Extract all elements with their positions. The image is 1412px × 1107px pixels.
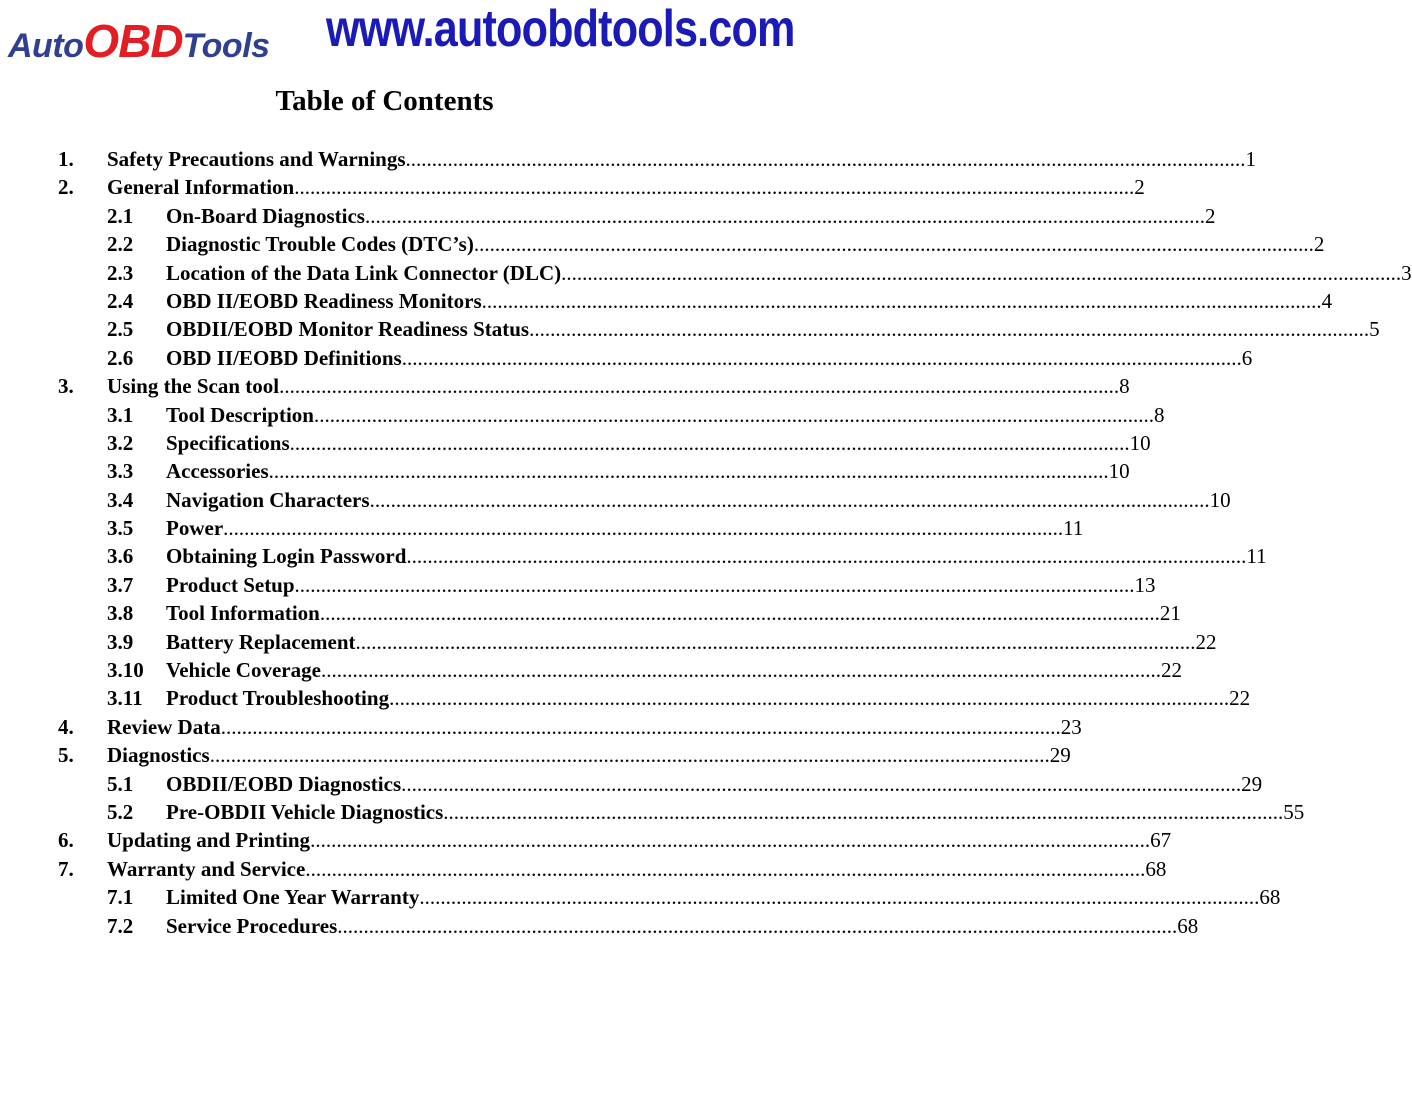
toc-entry-label[interactable]: Battery Replacement	[166, 629, 356, 654]
toc-entry-page-number[interactable]: 11	[1063, 516, 1084, 541]
toc-dot-leader: ................................................................................................................................................................	[405, 147, 1246, 171]
toc-entry-page-number[interactable]: 2	[1134, 175, 1145, 200]
toc-dot-leader: ................................................................................................................................................................	[337, 913, 1178, 938]
toc-entry-page-number[interactable]: 13	[1134, 572, 1156, 597]
toc-entry[interactable]	[0, 684, 1251, 712]
toc-dot-leader: ................................................................................................................................................................	[268, 459, 1109, 484]
toc-entry-number: 6.	[58, 828, 74, 853]
toc-entry-page-number[interactable]: 68	[1145, 856, 1167, 881]
toc-entry-label[interactable]: Review Data	[107, 714, 221, 739]
toc-entry-label[interactable]: Updating and Printing	[107, 828, 311, 853]
toc-entry-number: 3.6	[107, 544, 134, 569]
toc-entry[interactable]	[0, 287, 1333, 315]
toc-entry-number: 3.5	[107, 516, 134, 541]
toc-entry[interactable]	[0, 372, 1130, 400]
toc-entry-label[interactable]: Tool Information	[166, 601, 320, 626]
page-title: Table of Contents	[275, 85, 494, 117]
toc-dot-leader: ................................................................................................................................................................	[313, 402, 1154, 427]
toc-entry[interactable]	[0, 656, 1182, 684]
toc-entry[interactable]	[0, 826, 1172, 854]
toc-entry-line	[166, 315, 1380, 343]
toc-entry-label[interactable]: OBDII/EOBD Diagnostics	[166, 771, 402, 796]
toc-entry[interactable]	[0, 315, 1380, 343]
toc-entry-line	[107, 372, 1130, 400]
toc-entry-page-number[interactable]: 23	[1060, 714, 1082, 739]
toc-entry[interactable]	[0, 883, 1281, 911]
toc-entry-number: 3.2	[107, 430, 134, 455]
toc-entry-line	[166, 230, 1325, 258]
toc-entry-label[interactable]: Navigation Characters	[166, 487, 370, 512]
toc-entry-label[interactable]: Diagnostic Trouble Codes (DTC’s)	[166, 232, 474, 257]
toc-entry-line	[166, 259, 1412, 287]
toc-entry[interactable]	[0, 230, 1325, 258]
toc-entry-line	[166, 684, 1251, 712]
logo-text-auto: Auto	[8, 27, 84, 65]
toc-entry-line	[166, 798, 1305, 826]
toc-entry-page-number[interactable]: 22	[1229, 686, 1251, 711]
toc-dot-leader: ................................................................................................................................................................	[389, 686, 1230, 711]
toc-entry-line	[166, 542, 1267, 570]
toc-entry-page-number[interactable]: 2	[1313, 232, 1325, 257]
toc-dot-leader: ................................................................................................................................................................	[401, 345, 1242, 370]
toc-entry-line	[107, 826, 1172, 854]
toc-entry[interactable]	[0, 145, 1257, 173]
toc-dot-leader: ................................................................................................................................................................	[406, 544, 1247, 569]
toc-entry-page-number[interactable]: 8	[1153, 402, 1165, 427]
toc-dot-leader: ................................................................................................................................................................	[209, 743, 1050, 768]
page-header	[0, 0, 795, 90]
toc-entry-label[interactable]: Safety Precautions and Warnings	[107, 147, 406, 171]
toc-entry[interactable]	[0, 173, 1145, 201]
toc-entry-page-number[interactable]: 22	[1160, 658, 1182, 683]
toc-dot-leader: ................................................................................................................................................................	[473, 232, 1314, 257]
toc-entry-page-number[interactable]: 8	[1119, 374, 1130, 399]
toc-entry-number: 2.4	[107, 288, 134, 313]
toc-entry-line	[166, 202, 1216, 230]
toc-entry-page-number[interactable]: 29	[1241, 771, 1263, 796]
toc-dot-leader: ................................................................................................................................................................	[310, 828, 1151, 853]
toc-entry-page-number[interactable]: 2	[1204, 203, 1216, 228]
toc-entry-number: 7.1	[107, 885, 134, 910]
toc-entry-number: 3.7	[107, 572, 134, 597]
toc-entry-line	[166, 571, 1156, 599]
toc-entry[interactable]	[0, 628, 1217, 656]
toc-entry-line	[166, 883, 1281, 911]
toc-entry-label[interactable]: General Information	[107, 175, 295, 200]
toc-dot-leader: ................................................................................................................................................................	[369, 487, 1210, 512]
toc-entry-page-number[interactable]: 10	[1209, 487, 1231, 512]
toc-entry-number: 5.	[58, 743, 74, 768]
toc-entry-line	[107, 855, 1167, 883]
toc-entry-line	[166, 912, 1199, 940]
toc-entry-page-number[interactable]: 10	[1129, 430, 1151, 455]
toc-dot-leader: ................................................................................................................................................................	[355, 629, 1196, 654]
toc-entry[interactable]	[0, 429, 1151, 457]
toc-entry[interactable]	[0, 798, 1305, 826]
toc-dot-leader: ................................................................................................................................................................	[223, 516, 1064, 541]
toc-entry[interactable]	[0, 770, 1263, 798]
logo-text-tools: Tools	[182, 27, 270, 65]
toc-entry-label[interactable]: On-Board Diagnostics	[166, 203, 365, 228]
toc-entry-page-number[interactable]: 10	[1108, 459, 1130, 484]
toc-entry-page-number[interactable]: 55	[1283, 799, 1305, 824]
logo-text-obd: OBD	[83, 15, 183, 67]
toc-entry-number: 2.3	[107, 260, 134, 285]
toc-entry-number: 3.9	[107, 629, 134, 654]
toc-entry-label[interactable]: Limited One Year Warranty	[166, 885, 420, 910]
toc-entry[interactable]	[0, 259, 1412, 287]
toc-entry-label[interactable]: Power	[166, 516, 224, 541]
toc-dot-leader: ................................................................................................................................................................	[279, 374, 1120, 399]
toc-dot-leader: ................................................................................................................................................................	[364, 203, 1205, 228]
toc-dot-leader: ................................................................................................................................................................	[220, 714, 1061, 739]
toc-entry-number: 5.2	[107, 799, 134, 824]
toc-dot-leader: ................................................................................................................................................................	[294, 572, 1135, 597]
toc-entry-page-number[interactable]: 4	[1321, 288, 1333, 313]
toc-entry-label[interactable]: Location of the Data Link Connector (DLC)	[166, 260, 562, 285]
toc-entry-label[interactable]: Vehicle Coverage	[166, 658, 321, 683]
toc-dot-leader: ................................................................................................................................................................	[401, 771, 1242, 796]
toc-entry-line	[166, 287, 1333, 315]
toc-entry-label[interactable]: Product Setup	[166, 572, 295, 597]
toc-entry-number: 1.	[58, 147, 74, 171]
website-url: www.autoobdtools.com	[326, 0, 795, 58]
toc-entry[interactable]	[0, 571, 1156, 599]
toc-entry-line	[166, 770, 1263, 798]
toc-entry-number: 2.	[58, 175, 74, 200]
toc-entry-label[interactable]: Warranty and Service	[107, 856, 306, 881]
toc-entry-line	[107, 173, 1145, 201]
toc-entry-line	[166, 401, 1165, 429]
toc-entry-label[interactable]: Pre-OBDII Vehicle Diagnostics	[166, 799, 444, 824]
toc-entry-page-number[interactable]: 29	[1049, 743, 1071, 768]
toc-entry-line	[166, 457, 1130, 485]
toc-entry[interactable]	[0, 514, 1084, 542]
toc-dot-leader: ................................................................................................................................................................	[320, 658, 1161, 683]
toc-entry-label[interactable]: OBDII/EOBD Monitor Readiness Status	[166, 317, 530, 342]
toc-entry[interactable]	[0, 486, 1231, 514]
toc-dot-leader: ................................................................................................................................................................	[294, 175, 1135, 200]
toc-dot-leader: ................................................................................................................................................................	[443, 799, 1284, 824]
toc-entry-line	[166, 429, 1151, 457]
toc-entry-label[interactable]: Service Procedures	[166, 913, 338, 938]
toc-entry-number: 7.2	[107, 913, 134, 938]
toc-entry[interactable]	[0, 401, 1165, 429]
toc-entry[interactable]	[0, 912, 1199, 940]
toc-entry-page-number[interactable]: 68	[1259, 885, 1281, 910]
toc-entry-label[interactable]: Accessories	[166, 459, 269, 484]
autoobdtools-logo	[8, 15, 270, 67]
toc-entry-label[interactable]: OBD II/EOBD Definitions	[166, 345, 402, 370]
toc-entry[interactable]	[0, 599, 1181, 627]
toc-entry-label[interactable]: Obtaining Login Password	[166, 544, 407, 569]
toc-entry-line	[166, 628, 1217, 656]
toc-dot-leader: ................................................................................................................................................................	[529, 317, 1370, 342]
toc-entry-line	[166, 514, 1084, 542]
toc-entry-number: 5.1	[107, 771, 134, 796]
toc-entry-number: 3.10	[107, 658, 144, 683]
toc-entry-number: 7.	[58, 856, 74, 881]
toc-entry-line	[166, 486, 1231, 514]
toc-entry-number: 2.2	[107, 232, 134, 257]
toc-entry-page-number[interactable]: 21	[1159, 601, 1181, 626]
toc-dot-leader: ................................................................................................................................................................	[289, 430, 1130, 455]
toc-entry-line	[166, 344, 1253, 372]
toc-entry[interactable]	[0, 855, 1167, 883]
toc-entry-label[interactable]: Specifications	[166, 430, 290, 455]
toc-entry-line	[107, 741, 1071, 769]
toc-entry-page-number[interactable]: 67	[1150, 828, 1172, 853]
table-of-contents	[0, 145, 1412, 940]
toc-entry-number: 3.	[58, 374, 74, 399]
toc-entry-number: 2.6	[107, 345, 134, 370]
toc-dot-leader: ................................................................................................................................................................	[561, 260, 1402, 285]
toc-entry-line	[166, 656, 1182, 684]
toc-entry-line	[166, 599, 1181, 627]
toc-entry[interactable]	[0, 457, 1130, 485]
toc-entry-number: 3.4	[107, 487, 134, 512]
toc-entry-number: 3.8	[107, 601, 134, 626]
toc-entry-number: 4.	[58, 714, 74, 739]
toc-entry-page-number[interactable]: 6	[1241, 345, 1253, 370]
toc-entry-label[interactable]: Diagnostics	[107, 743, 210, 768]
toc-entry-number: 2.1	[107, 203, 134, 228]
toc-entry[interactable]	[0, 202, 1216, 230]
toc-entry-label[interactable]: Product Troubleshooting	[166, 686, 390, 711]
toc-entry-label[interactable]: OBD II/EOBD Readiness Monitors	[166, 288, 482, 313]
toc-entry-number: 3.11	[107, 686, 143, 711]
toc-entry-page-number[interactable]: 5	[1369, 317, 1380, 342]
toc-entry[interactable]	[0, 542, 1267, 570]
toc-entry-number: 3.3	[107, 459, 134, 484]
toc-dot-leader: ................................................................................................................................................................	[481, 288, 1322, 313]
toc-dot-leader: ................................................................................................................................................................	[305, 856, 1146, 881]
toc-entry-page-number[interactable]: 68	[1177, 913, 1199, 938]
toc-entry[interactable]	[0, 344, 1253, 372]
toc-dot-leader: ................................................................................................................................................................	[319, 601, 1160, 626]
toc-entry-page-number[interactable]: 1	[1245, 147, 1257, 171]
toc-entry-label[interactable]: Tool Description	[166, 402, 314, 427]
toc-entry-number: 2.5	[107, 317, 134, 342]
toc-entry-page-number[interactable]: 22	[1195, 629, 1217, 654]
toc-entry-page-number[interactable]: 11	[1246, 544, 1267, 569]
toc-entry-line	[107, 713, 1082, 741]
toc-entry-number: 3.1	[107, 402, 134, 427]
toc-entry[interactable]	[0, 741, 1071, 769]
toc-dot-leader: ................................................................................................................................................................	[419, 885, 1260, 910]
toc-entry-label[interactable]: Using the Scan tool	[107, 374, 280, 399]
toc-entry-page-number[interactable]: 3	[1401, 260, 1412, 285]
toc-entry-line	[107, 145, 1257, 173]
toc-entry[interactable]	[0, 713, 1082, 741]
